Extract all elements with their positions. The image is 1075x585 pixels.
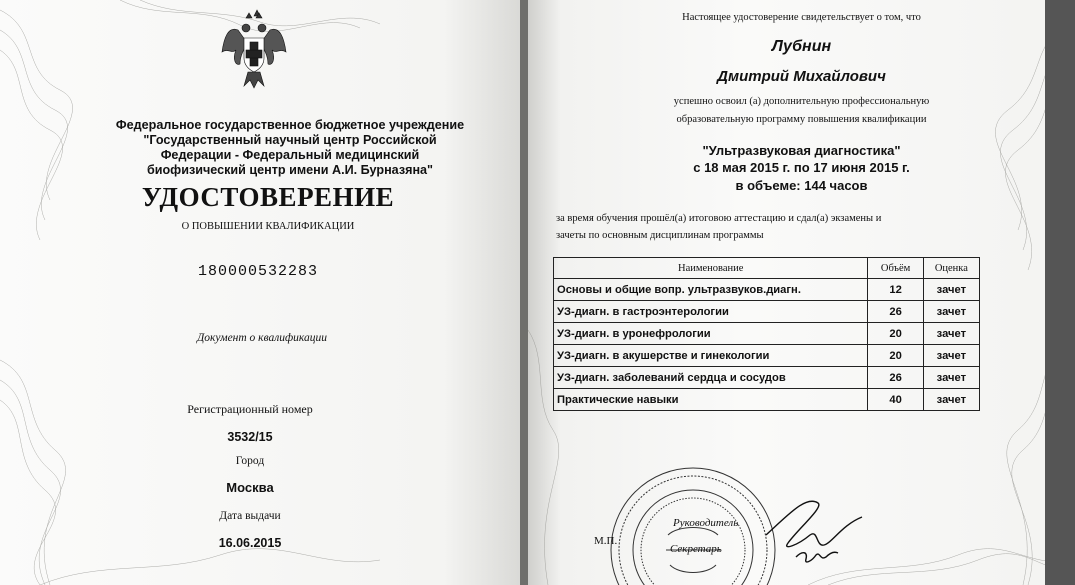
subject-hours: 26 bbox=[868, 367, 923, 389]
table-row bbox=[554, 389, 980, 411]
registration-number-value: 3532/15 bbox=[227, 430, 273, 444]
completion-statement bbox=[528, 93, 1075, 129]
subject-grade: зачет bbox=[923, 345, 979, 367]
subject-grade: зачет bbox=[923, 389, 979, 411]
subject-name: УЗ-диагн. в уронефрологии bbox=[554, 323, 868, 345]
right-page bbox=[528, 0, 1075, 585]
subject-grade: зачет bbox=[923, 323, 979, 345]
table-row bbox=[554, 301, 980, 323]
issuer-line: "Государственный научный центр Российской bbox=[143, 133, 437, 147]
holder-surname: Лубнин bbox=[771, 38, 832, 55]
table-row bbox=[554, 323, 980, 345]
issue-date-label: Дата выдачи bbox=[219, 510, 281, 522]
exam-line: зачеты по основным дисциплинам программы bbox=[556, 230, 764, 241]
registration-number-label: Регистрационный номер bbox=[187, 402, 313, 416]
column-header-hours: Объём bbox=[868, 258, 923, 279]
subject-hours: 26 bbox=[868, 301, 923, 323]
subject-hours: 20 bbox=[868, 323, 923, 345]
completion-line: успешно освоил (а) дополнительную профессиональную bbox=[673, 96, 930, 107]
subject-grade: зачет bbox=[923, 301, 979, 323]
issuer-line: биофизический центр имени А.И. Бурназяна" bbox=[146, 163, 434, 177]
subject-name: УЗ-диагн. в акушерстве и гинекологии bbox=[554, 345, 868, 367]
city-value: Москва bbox=[226, 480, 274, 495]
column-header-grade: Оценка bbox=[923, 258, 979, 279]
handwritten-signature bbox=[758, 495, 868, 580]
certificate-subtitle: О ПОВЫШЕНИИ КВАЛИФИКАЦИИ bbox=[181, 221, 355, 232]
table-row bbox=[554, 367, 980, 389]
table-header-row bbox=[554, 258, 980, 279]
issuer-line: Федерации - Федеральный медицинский bbox=[160, 148, 420, 162]
subject-name: УЗ-диагн. в гастроэнтерологии bbox=[554, 301, 868, 323]
column-header-name: Наименование bbox=[554, 258, 868, 279]
exam-statement bbox=[556, 210, 1026, 244]
completion-line: образовательную программу повышения квалификации bbox=[676, 114, 927, 125]
subject-name: Основы и общие вопр. ультразвуков.диагн. bbox=[554, 279, 868, 301]
secretary-signature-label: Секретарь bbox=[670, 543, 722, 555]
grades-table bbox=[553, 257, 980, 411]
program-name: "Ультразвуковая диагностика" bbox=[702, 143, 901, 158]
head-signature-label: Руководитель bbox=[673, 517, 739, 529]
stamp-place-label: М.П. bbox=[594, 535, 618, 547]
exam-line: за время обучения прошёл(а) итоговою аттестацию и сдал(а) экзамены и bbox=[556, 213, 882, 224]
subject-hours: 20 bbox=[868, 345, 923, 367]
table-row bbox=[554, 279, 980, 301]
subject-hours: 40 bbox=[868, 389, 923, 411]
left-page bbox=[0, 0, 522, 585]
issue-date-value: 16.06.2015 bbox=[218, 536, 282, 550]
subject-grade: зачет bbox=[923, 279, 979, 301]
certificate-number: 180000532283 bbox=[197, 263, 319, 280]
subject-hours: 12 bbox=[868, 279, 923, 301]
issuer-line: Федеральное государственное бюджетное учреждение bbox=[115, 118, 465, 132]
program-dates: с 18 мая 2015 г. по 17 июня 2015 г. bbox=[693, 160, 910, 175]
holder-given-names: Дмитрий Михайлович bbox=[717, 68, 886, 85]
program-hours: в объеме: 144 часов bbox=[735, 178, 868, 193]
document-type: Документ о квалификации bbox=[196, 332, 328, 344]
certification-intro: Настоящее удостоверение свидетельствует о том, что bbox=[682, 12, 921, 23]
page-edge-shadow bbox=[1045, 0, 1075, 585]
certificate-title: УДОСТОВЕРЕНИЕ bbox=[141, 182, 395, 212]
city-label: Город bbox=[235, 455, 265, 467]
issuer-name bbox=[70, 118, 510, 178]
coat-of-arms-emblem bbox=[218, 8, 290, 92]
table-row bbox=[554, 345, 980, 367]
subject-name: УЗ-диагн. заболеваний сердца и сосудов bbox=[554, 367, 868, 389]
subject-name: Практические навыки bbox=[554, 389, 868, 411]
subject-grade: зачет bbox=[923, 367, 979, 389]
